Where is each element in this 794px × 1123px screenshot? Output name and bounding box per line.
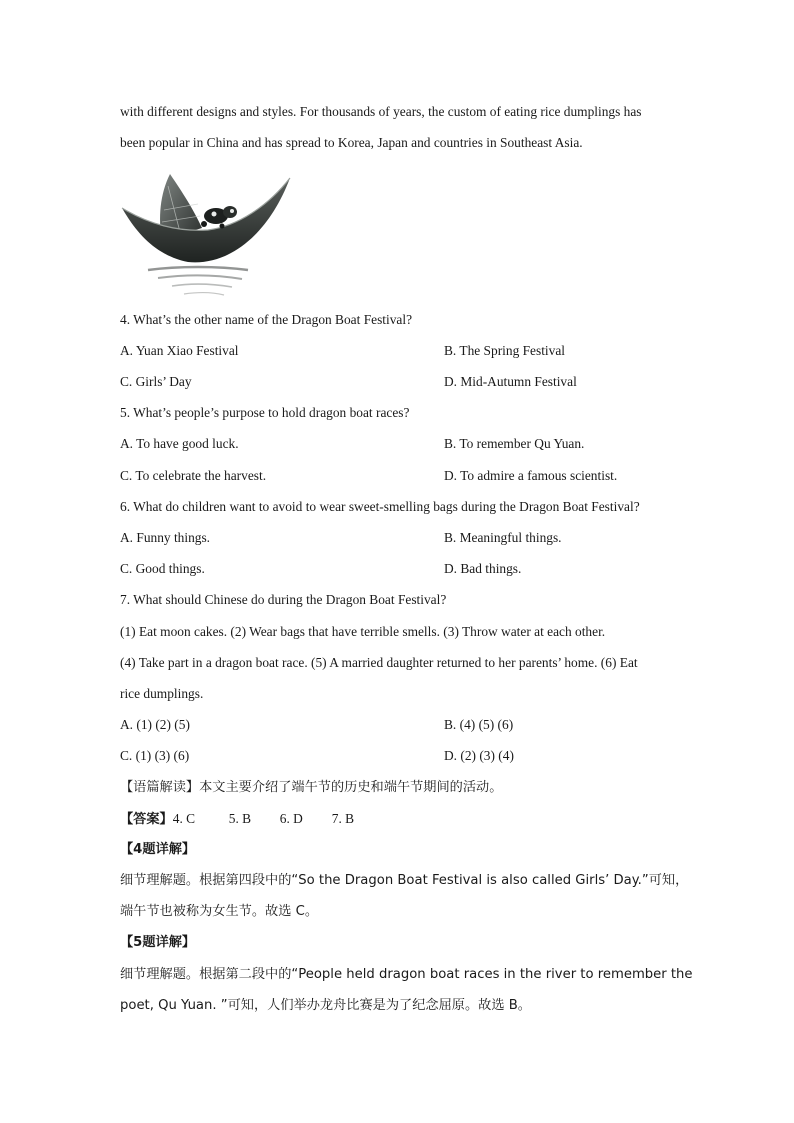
q4-explanation-line-2: 端午节也被称为女生节。故选 C。 — [120, 904, 319, 919]
answer-label: 【答案】 — [120, 812, 173, 827]
passage-line-1: with different designs and styles. For thousands of years, the custom of eating rice dumplings has — [120, 104, 642, 119]
q4-option-c: C. Girls’ Day — [120, 374, 192, 389]
q4-explanation-heading: 【4题详解】 — [120, 842, 196, 857]
q5-explanation-line-1: 细节理解题。根据第二段中的“People held dragon boat races in the river to remember the — [120, 967, 693, 982]
q4-option-d: D. Mid-Autumn Festival — [444, 374, 577, 389]
analysis-summary: 【语篇解读】本文主要介绍了端午节的历史和端午节期间的活动。 — [120, 780, 503, 795]
q7-option-a: A. (1) (2) (5) — [120, 717, 190, 732]
answer-item: 4. C — [172, 811, 196, 826]
question-5-stem: 5. What’s people’s purpose to hold dragon boat races? — [120, 405, 410, 420]
q7-choices-line-2: (4) Take part in a dragon boat race. (5) A married daughter returned to her parents’ home. (6) Eat — [120, 655, 638, 670]
q4-explanation-line-1: 细节理解题。根据第四段中的“So the Dragon Boat Festival is also called Girls’ Day.”可知， — [120, 873, 689, 888]
question-6-stem: 6. What do children want to avoid to wear sweet-smelling bags during the Dragon Boat Festival? — [120, 499, 640, 514]
q5-explanation-line-2: poet, Qu Yuan. ”可知，人们举办龙舟比赛是为了纪念屈原。故选 B。 — [120, 998, 531, 1013]
q5-explanation-heading: 【5题详解】 — [120, 935, 196, 950]
q7-choices-line-1: (1) Eat moon cakes. (2) Wear bags that have terrible smells. (3) Throw water at each other. — [120, 624, 606, 639]
q5-option-b: B. To remember Qu Yuan. — [444, 436, 585, 451]
q7-option-c: C. (1) (3) (6) — [120, 748, 190, 763]
q4-option-a: A. Yuan Xiao Festival — [120, 343, 239, 358]
question-7-stem: 7. What should Chinese do during the Dragon Boat Festival? — [120, 592, 447, 607]
question-4-stem: 4. What’s the other name of the Dragon Boat Festival? — [120, 312, 413, 327]
passage-line-2: been popular in China and has spread to Korea, Japan and countries in Southeast Asia. — [120, 135, 583, 150]
answer-item: 5. B — [228, 811, 252, 826]
answer-key-row — [120, 810, 354, 829]
q7-choices-line-3: rice dumplings. — [120, 686, 204, 701]
q7-option-d: D. (2) (3) (4) — [444, 748, 514, 763]
q5-option-c: C. To celebrate the harvest. — [120, 468, 267, 483]
q4-option-b: B. The Spring Festival — [444, 343, 566, 358]
q5-option-a: A. To have good luck. — [120, 436, 239, 451]
rice-dumpling-boat-illustration — [118, 166, 296, 300]
answer-item: 7. B — [331, 811, 355, 826]
answer-item: 6. D — [279, 811, 303, 826]
q5-option-d: D. To admire a famous scientist. — [444, 468, 618, 483]
q7-option-b: B. (4) (5) (6) — [444, 717, 514, 732]
q6-option-c: C. Good things. — [120, 561, 205, 576]
q6-option-a: A. Funny things. — [120, 530, 211, 545]
q6-option-b: B. Meaningful things. — [444, 530, 562, 545]
q6-option-d: D. Bad things. — [444, 561, 522, 576]
